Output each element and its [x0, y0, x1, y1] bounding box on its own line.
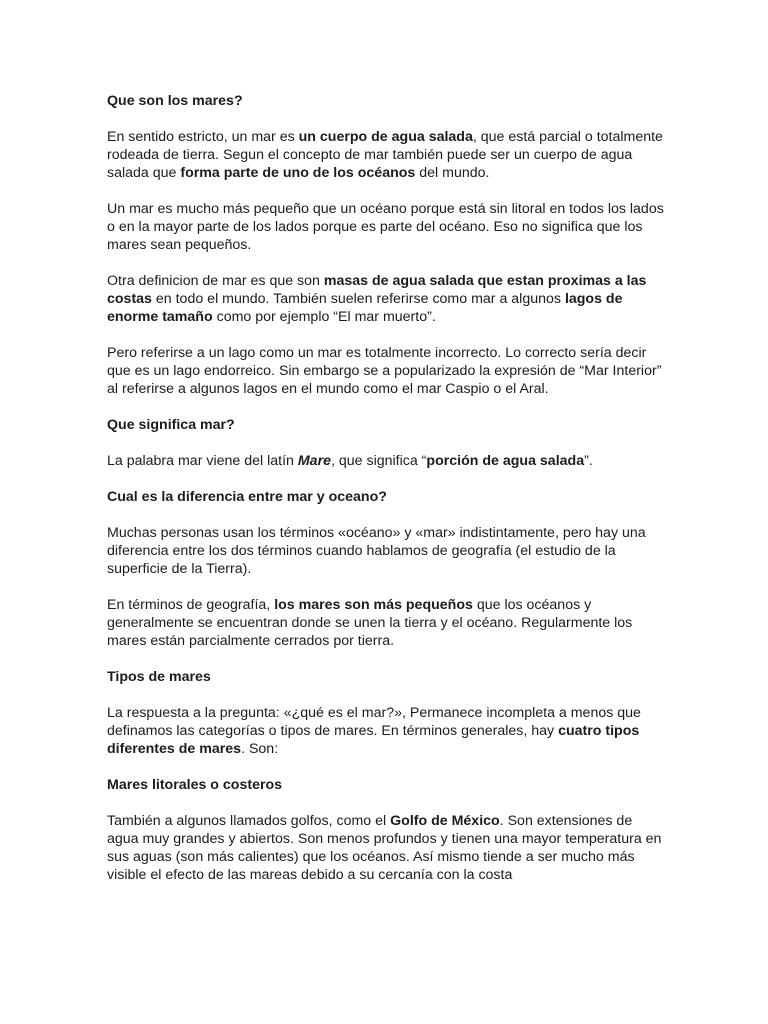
heading-diferencia-mar-oceano: Cual es la diferencia entre mar y oceano?: [107, 489, 387, 505]
text-run: , que está parcial o totalmente rodeada de tierra. Segun el concepto de mar también puede ser un cuerpo de agua salada que: [107, 129, 663, 181]
paragraph-terminos-indistintos: Muchas personas usan los términos «océano» y «mar» indistintamente, pero hay una diferencia entre los dos términos cuando hablamos de geografía (el estudio de la superficie de la Tierra).: [107, 525, 646, 577]
paragraph-definicion: [107, 128, 667, 182]
text-run: Otra definicion de mar es que son: [107, 273, 324, 289]
text-run: . Son extensiones de agua muy grandes y abiertos. Son menos profundos y tienen una mayor temperatura en sus aguas (son más calientes) que los océanos. Así mismo tiende a ser mucho más visible el efecto de las mareas debido a su cercanía con la costa: [107, 813, 662, 883]
text-run: , que significa “: [330, 453, 427, 469]
text-run: ”.: [584, 453, 593, 469]
text-run: En términos de geografía,: [107, 597, 275, 613]
document-body: [107, 92, 667, 902]
paragraph-mar-vs-oceano-tamano: Un mar es mucho más pequeño que un océano porque está sin litoral en todos los lados o en la mayor parte de los lados porque es parte del océano. Eso no significa que los mares sean pequeños.: [107, 201, 664, 253]
heading-que-son-los-mares: Que son los mares?: [107, 93, 243, 109]
bold-text-run: porción de agua salada: [426, 453, 585, 469]
paragraph-otra-definicion: [107, 272, 667, 326]
bold-text-run: Golfo de México: [390, 813, 500, 829]
heading-mares-litorales: Mares litorales o costeros: [107, 777, 283, 793]
bold-text-run: los mares son más pequeños: [274, 597, 473, 613]
text-run: La palabra mar viene del latín: [107, 453, 298, 469]
paragraph-golfos: [107, 812, 667, 884]
text-run: También a algunos llamados golfos, como el: [107, 813, 391, 829]
heading-que-significa-mar: Que significa mar?: [107, 417, 235, 433]
bold-italic-text-run: Mare: [297, 453, 331, 469]
bold-text-run: masas de agua salada que estan proximas a las costas: [107, 273, 647, 307]
text-run: que los océanos y generalmente se encuentran donde se unen la tierra y el océano. Regularmente los mares están parcialmente cerrados por tierra.: [107, 597, 633, 649]
paragraph-lago-endorreico: Pero referirse a un lago como un mar es totalmente incorrecto. Lo correcto sería decir que es un lago endorreico. Sin embargo se a popularizado la expresión de “Mar Interior” al referirse a algunos lagos en el mundo como el mar Caspio o el Aral.: [107, 345, 662, 397]
text-run: La respuesta a la pregunta: «¿qué es el mar?», Permanece incompleta a menos que definamos las categorías o tipos de mares. En términos generales, hay: [107, 705, 641, 739]
bold-text-run: lagos de enorme tamaño: [107, 291, 623, 325]
text-run: como por ejemplo “El mar muerto”.: [212, 309, 436, 325]
text-run: del mundo.: [415, 165, 490, 181]
bold-text-run: cuatro tipos diferentes de mares: [107, 723, 640, 757]
paragraph-etimologia: [107, 452, 667, 470]
text-run: En sentido estricto, un mar es: [107, 129, 299, 145]
bold-text-run: forma parte de uno de los océanos: [180, 165, 416, 181]
paragraph-respuesta-pregunta: [107, 704, 667, 758]
heading-tipos-de-mares: Tipos de mares: [107, 669, 211, 685]
text-run: . Son:: [241, 741, 279, 757]
paragraph-terminos-geografia: [107, 596, 667, 650]
bold-text-run: un cuerpo de agua salada: [298, 129, 473, 145]
text-run: en todo el mundo. También suelen referirse como mar a algunos: [151, 291, 565, 307]
